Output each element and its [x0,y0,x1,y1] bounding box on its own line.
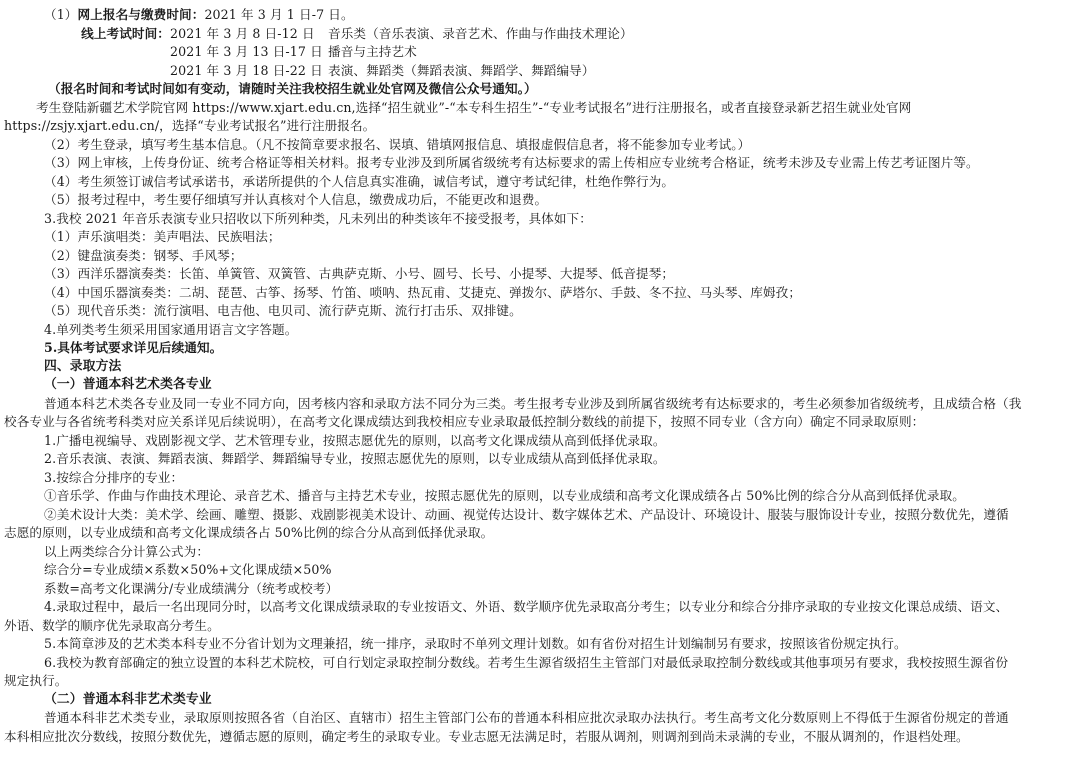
item-number: （1） [44,7,78,22]
paragraph-line: 校各专业与各省统考科类对应关系详见后续说明），在高考文化课成绩达到我校相应专业录取最低控制分数线的前提下，按照不同专业（含方向）确定不同录取原则： [4,414,925,429]
login-instructions-line1: 考生登陆新疆艺术学院官网 https://www.xjart.edu.cn,选择“招生就业”-“本专科生招生”-“专业考试报名”进行注册报名，或者直接登录新艺招生就业处官网 [36,99,912,115]
rule-item: 4.录取过程中，最后一名出现同分时，以高考文化课成绩录取的专业按语文、外语、数学顺序优先录取高分考生；以专业分和综合分排序录取的专业按文化课总成绩、语文、 [44,599,1009,614]
rule-item: 3.按综合分排序的专业： [44,469,184,485]
exam-time-label: 线上考试时间： [81,25,170,41]
rule-item: 2.音乐表演、表演、舞蹈表演、舞蹈学、舞蹈编导专业，按照志愿优先的原则，以专业成绩从高到低择优录取。 [44,451,666,466]
rule-item: 1.广播电视编导、戏剧影视文学、艺术管理专业，按照志愿优先的原则，以高考文化课成绩从高到低择优录取。 [44,432,666,448]
registration-time-value: 2021 年 3 月 1 日-7 日。 [204,7,354,22]
list-item: （4）考生须签订诚信考试承诺书，承诺所提供的个人信息真实准确，诚信考试，遵守考试纪律，杜绝作弊行为。 [44,173,675,189]
list-item: （5）现代音乐类：流行演唱、电吉他、电贝司、流行萨克斯、流行打击乐、双排键。 [44,303,522,318]
exam-requirements-notice: 5.具体考试要求详见后续通知。 [44,340,223,355]
formula: 系数=高考文化课满分/专业成绩满分（统考或校考） [44,580,339,596]
exam-date: 2021 年 3 月 13 日-17 日 [170,44,323,59]
list-item: （3）网上审核，上传身份证、统考合格证等相关材料。报考专业涉及到所属省级统考有达标要求的需上传相应专业统考合格证，统考未涉及专业需上传艺考证图片等。 [44,155,979,170]
list-item: （2）键盘演奏类：钢琴、手风琴； [44,247,243,263]
list-item: （4）中国乐器演奏类：二胡、琵琶、古筝、扬琴、竹笛、唢呐、热瓦甫、艾捷克、弹拨尔、萨塔尔、手鼓、冬不拉、马头琴、库姆孜； [44,284,802,300]
music-performance-types-title: 3.我校 2021 年音乐表演专业只招收以下所列种类，凡未列出的种类该年不接受报考，具体如下： [44,210,592,226]
exam-date: 2021 年 3 月 8 日-12 日 [170,25,315,41]
exam-subject: 表演、舞蹈类（舞蹈表演、舞蹈学、舞蹈编导） [328,62,595,78]
rule-item: 志愿的原则，以专业成绩和高考文化课成绩各占 50%比例的综合分从高到低择优录取。 [4,525,494,540]
registration-time-label: 网上报名与缴费时间： [77,7,205,22]
paragraph-line: 普通本科艺术类各专业及同一专业不同方向，因考核内容和录取方法不同分为三类。考生报考专业涉及到所属省级统考有达标要求的，考生必须参加省级统考，且成绩合格（我 [44,395,1022,411]
exam-schedule-row [4,25,1074,44]
subsection-heading: （一）普通本科艺术类各专业 [44,377,212,392]
language-requirement: 4.单列类考生须采用国家通用语言文字答题。 [44,321,298,337]
section-heading: 四、录取方法 [44,358,122,374]
registration-time-line [4,6,1074,25]
paragraph-line: 本科相应批次分数线，按照分数优先，遵循志愿的原则，确定考生的录取专业。专业志愿无法满足时，若服从调剂，则调剂到尚未录满的专业，不服从调剂的，作退档处理。 [4,728,969,744]
exam-schedule-row [4,62,1074,81]
exam-subject: 播音与主持艺术 [328,44,417,59]
login-instructions-line2: https://zsjy.xjart.edu.cn/，选择“专业考试报名”进行注册报名。 [4,118,376,133]
formula: 综合分=专业成绩×系数×50%+文化课成绩×50% [44,562,332,577]
rule-item: 6.我校为教育部确定的独立设置的本科艺术院校，可自行划定录取控制分数线。若考生生源省级招生主管部门对最低录取控制分数线或其他事项另有要求，我校按照生源省份 [44,654,1009,670]
rule-item: ①音乐学、作曲与作曲技术理论、录音艺术、播音与主持艺术专业，按照志愿优先的原则，以专业成绩和高考文化课成绩各占 50%比例的综合分从高到低择优录取。 [44,488,965,503]
paragraph-line: 普通本科非艺术类专业，录取原则按照各省（自治区、直辖市）招生主管部门公布的普通本科相应批次录取办法执行。考生高考文化分数原则上不得低于生源省份规定的普通 [44,710,1009,725]
rule-item: 规定执行。 [4,673,68,688]
exam-subject: 音乐类（音乐表演、录音艺术、作曲与作曲技术理论） [328,25,633,41]
exam-date: 2021 年 3 月 18 日-22 日 [170,62,323,78]
schedule-notice: （报名时间和考试时间如有变动，请随时关注我校招生就业处官网及微信公众号通知。） [48,81,537,96]
exam-schedule-row [4,43,1074,62]
list-item: （1）声乐演唱类：美声唱法、民族唱法； [44,229,281,244]
rule-item: 外语、数学的顺序优先录取高分考生。 [4,617,220,633]
list-item: （5）报考过程中，考生要仔细填写并认真核对个人信息，缴费成功后，不能更改和退费。 [44,192,548,207]
list-item: （3）西洋乐器演奏类：长笛、单簧管、双簧管、古典萨克斯、小号、圆号、长号、小提琴、大提琴、低音提琴； [44,266,675,281]
rule-item: ②美术设计大类：美术学、绘画、雕塑、摄影、戏剧影视美术设计、动画、视觉传达设计、数字媒体艺术、产品设计、环境设计、服装与服饰设计专业，按照分数优先，遵循 [44,506,1009,522]
subsection-heading: （二）普通本科非艺术类专业 [44,691,212,707]
list-item: （2）考生登录，填写考生基本信息。（凡不按简章要求报名、误填、错填网报信息、填报虚假信息者，将不能参加专业考试。） [44,136,751,152]
formula-intro: 以上两类综合分计算公式为： [44,543,210,559]
rule-item: 5.本简章涉及的艺术类本科专业不分省计划为文理兼招，统一排序，录取时不单列文理计划数。如有省份对招生计划编制另有要求，按照该省份规定执行。 [44,636,907,651]
